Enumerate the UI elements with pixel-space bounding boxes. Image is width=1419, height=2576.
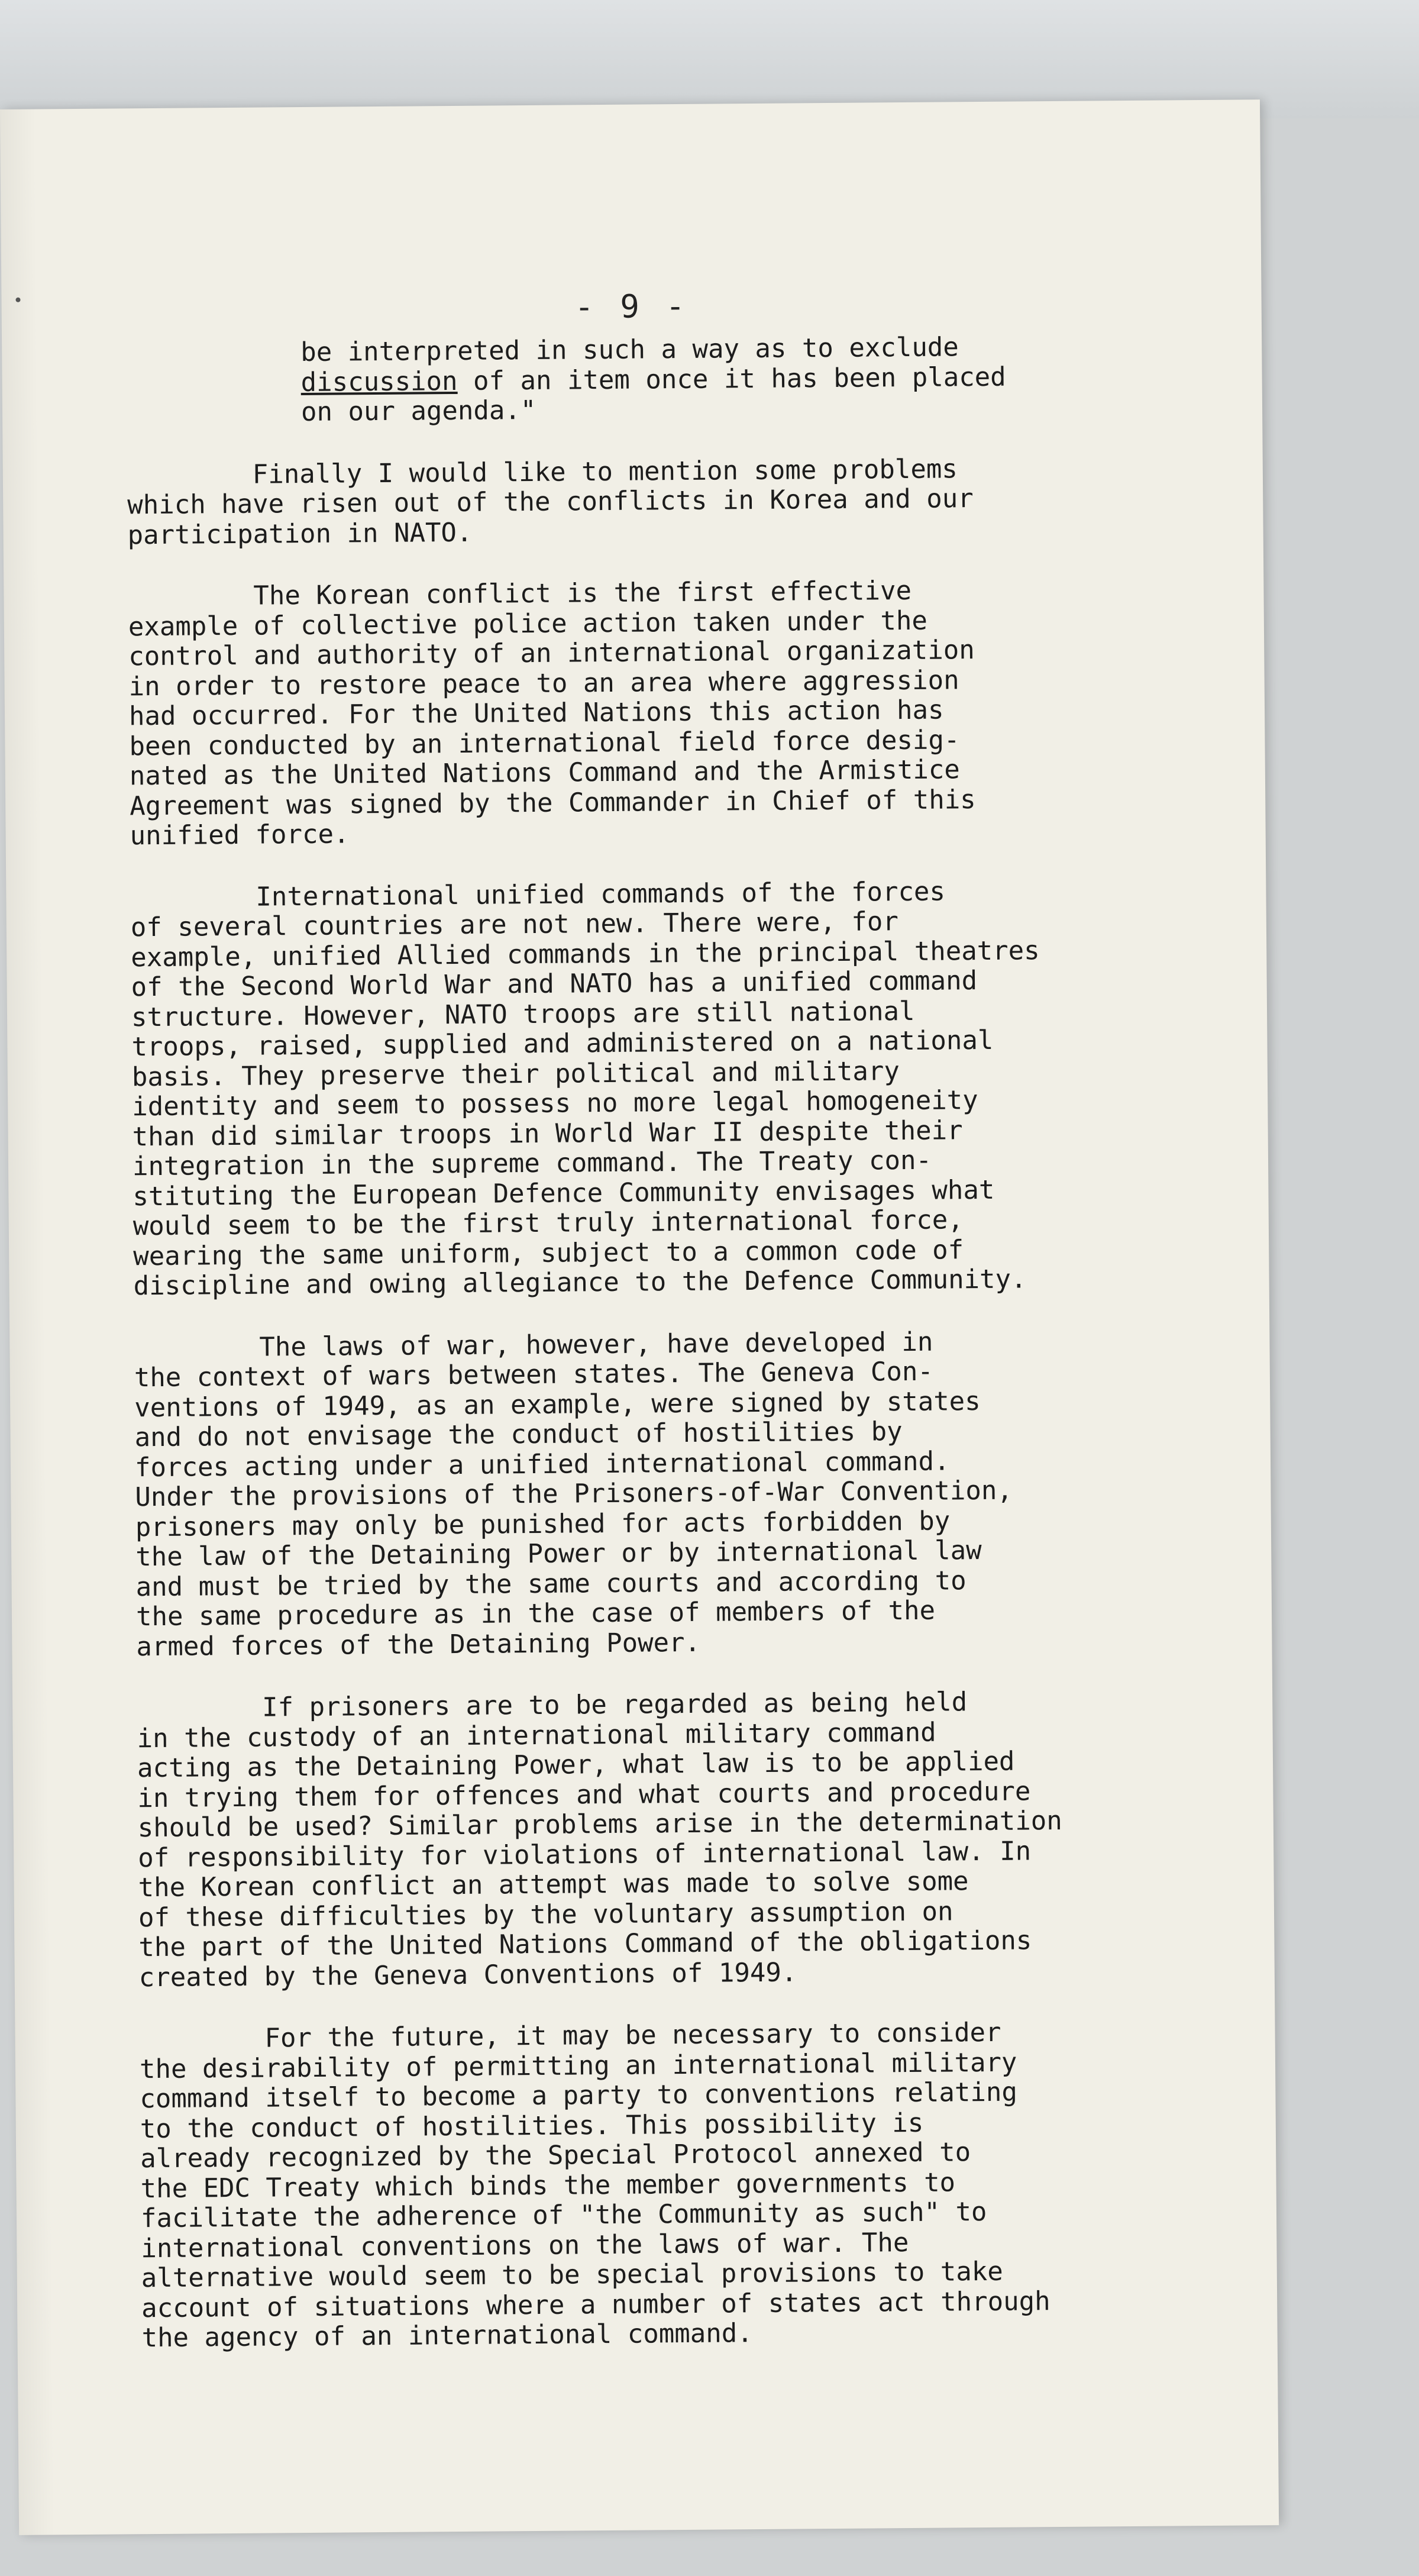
paragraph-continuation: [300, 331, 1209, 428]
page-number: - 9 -: [574, 287, 689, 326]
paragraph-future: For the future, it may be necessary to consider the desirability of permitting an international military command itself to become a party to conventions relating to the conduct of hostilities. This possibility is already recognized by the Special Protocol annexed to the EDC Treaty which binds the member governments to facilitate the adherence of "the Community as such" to international conventions on the laws of war. The alternative would seem to be special provisions to take account of situations where a number of states act through the agency of an international command.: [139, 2017, 1050, 2354]
underlined-word: discussion: [300, 366, 458, 398]
paragraph-line: be interpreted in such a way as to exclude: [300, 332, 959, 368]
page-edge-shadow: [0, 109, 54, 2535]
paragraph-korean-conflict: The Korean conflict is the first effective example of collective police action taken under the control and authority of an international organization in order to restore peace to an area where aggression had occurred. For the United Nations this action has been conducted by an international field force desig- nated as the United Nations Command and the Armistice Agreement was signed by the Commander in Chief of this unified force.: [128, 575, 976, 851]
paragraph-line: of an item once it has been placed: [457, 361, 1006, 396]
document-body: [126, 331, 1224, 2385]
paragraph-line: on our agenda.": [300, 395, 536, 428]
paragraph-prisoners: If prisoners are to be regarded as being held in the custody of an international military command acting as the Detaining Power, what law is to be applied in trying them for offences and what courts and procedure should be used? Similar problems arise in the determination of responsibility for violations of international law. In the Korean conflict an attempt was made to solve some of these difficulties by the voluntary assumption on the part of the United Nations Command of the obligations created by the Geneva Conventions of 1949.: [137, 1687, 1062, 1993]
paragraph-unified-commands: International unified commands of the forces of several countries are not new. There were, for example, unified Allied commands in the principal theatres of the Second World War and NATO has a unified command structure. However, NATO troops are still national troops, raised, supplied and administered on a national basis. They preserve their political and military identity and seem to possess no more legal homogeneity than did similar troops in World War II despite their integration in the supreme command. The Treaty con- stituting the European Defence Community envisages what would seem to be the first truly international force, wearing the same uniform, subject to a common code of discipline and owing allegiance to the Defence Community.: [130, 876, 1040, 1302]
paragraph-finally: Finally I would like to mention some problems which have risen out of the conflicts in Korea and our participation in NATO.: [127, 453, 974, 550]
document-page: [0, 99, 1279, 2535]
paragraph-laws-of-war: The laws of war, however, have developed in the context of wars between states. The Geneva Con- ventions of 1949, as an example, were signed by states and do not envisage the conduct of hostilities by forces acting under a unified international command. Under the provisions of the Prisoners-of-War Convention, prisoners may only be punished for acts forbidden by the law of the Detaining Power or by international law and must be tried by the same courts and according to the same procedure as in the case of members of the armed forces of the Detaining Power.: [134, 1326, 1013, 1662]
